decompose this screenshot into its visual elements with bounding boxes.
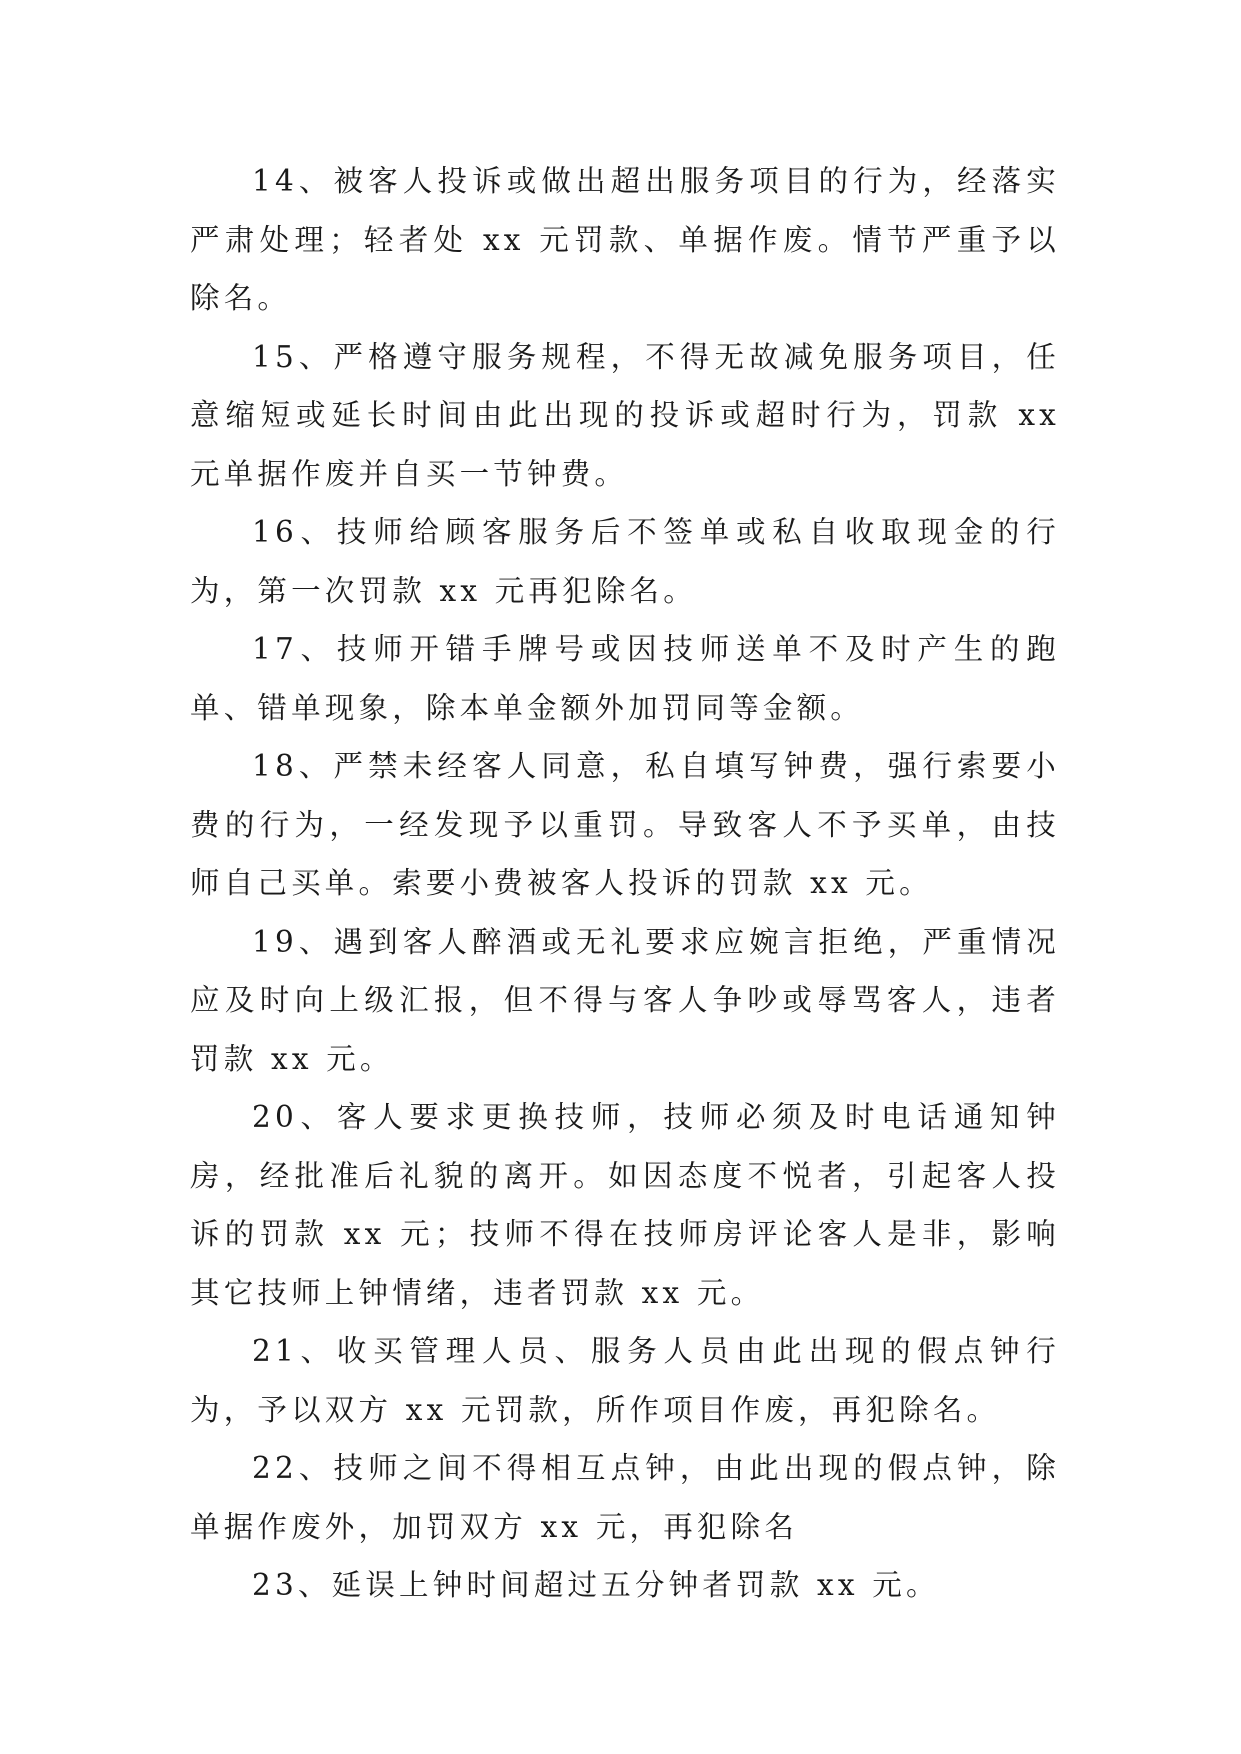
rule-paragraph-18: 18、严禁未经客人同意，私自填写钟费，强行索要小费的行为，一经发现予以重罚。导致客人不予买单，由技师自己买单。索要小费被客人投诉的罚款 xx 元。 [190,749,1060,900]
rule-paragraph-22: 22、技师之间不得相互点钟，由此出现的假点钟，除单据作废外，加罚双方 xx 元，再犯除名 [190,1451,1060,1544]
rule-paragraph-17: 17、技师开错手牌号或因技师送单不及时产生的跑单、错单现象，除本单金额外加罚同等金额。 [190,632,1060,725]
document-body [190,152,1060,1615]
rule-paragraph-14: 14、被客人投诉或做出超出服务项目的行为，经落实严肃处理；轻者处 xx 元罚款、单据作废。情节严重予以除名。 [190,164,1060,315]
rule-paragraph-20: 20、客人要求更换技师，技师必须及时电话通知钟房，经批准后礼貌的离开。如因态度不悦者，引起客人投诉的罚款 xx 元；技师不得在技师房评论客人是非，影响其它技师上钟情绪，违者罚款 xx 元。 [190,1100,1060,1310]
rule-paragraph-15: 15、严格遵守服务规程，不得无故减免服务项目，任意缩短或延长时间由此出现的投诉或超时行为，罚款 xx 元单据作废并自买一节钟费。 [190,339,1060,491]
rule-paragraph-23: 23、延误上钟时间超过五分钟者罚款 xx 元。 [252,1568,940,1602]
rule-paragraph-16: 16、技师给顾客服务后不签单或私自收取现金的行为，第一次罚款 xx 元再犯除名。 [190,515,1060,608]
rule-paragraph-21: 21、收买管理人员、服务人员由此出现的假点钟行为，予以双方 xx 元罚款，所作项目作废，再犯除名。 [190,1334,1060,1427]
rule-paragraph-19: 19、遇到客人醉酒或无礼要求应婉言拒绝，严重情况应及时向上级汇报，但不得与客人争吵或辱骂客人，违者罚款 xx 元。 [190,924,1060,1076]
